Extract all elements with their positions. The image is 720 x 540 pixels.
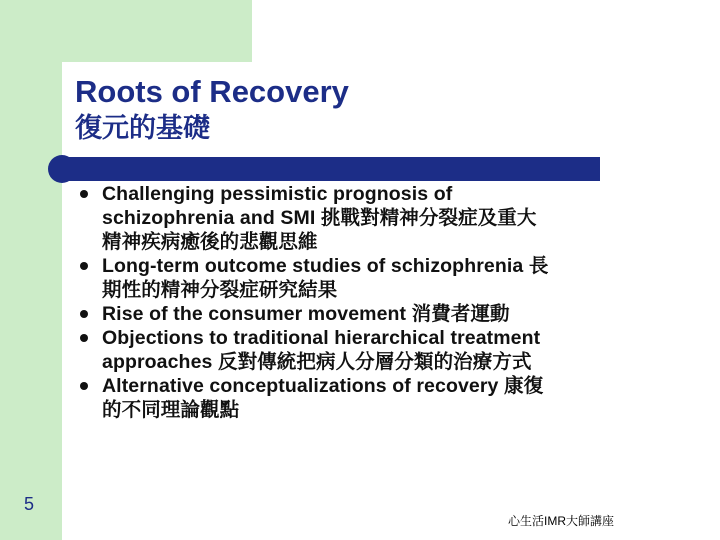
bullet-item <box>80 374 660 422</box>
title-rule-bar <box>60 157 600 181</box>
slide-number: 5 <box>24 494 35 514</box>
bullet-line: 精神疾病癒後的悲觀思維 <box>102 231 318 253</box>
bullet-list <box>80 182 660 422</box>
slide-title <box>75 74 349 145</box>
title-english: Roots of Recovery <box>75 74 349 109</box>
title-chinese: 復元的基礎 <box>75 113 210 143</box>
decorative-top-band <box>0 0 252 62</box>
bullet-line: Long-term outcome studies of schizophrenia 長 <box>102 255 549 277</box>
bullet-dot-icon <box>80 334 88 342</box>
bullet-item <box>80 326 660 374</box>
bullet-dot-icon <box>80 190 88 198</box>
bullet-dot-icon <box>80 310 88 318</box>
decorative-side-band <box>0 0 62 540</box>
bullet-line: 期性的精神分裂症研究結果 <box>102 279 338 301</box>
bullet-line: Alternative conceptualizations of recovery 康復 <box>102 375 544 397</box>
bullet-item <box>80 302 660 326</box>
bullet-item <box>80 182 660 254</box>
bullet-line: Objections to traditional hierarchical treatment <box>102 327 541 349</box>
bullet-line: 的不同理論觀點 <box>102 399 240 421</box>
bullet-line: Rise of the consumer movement 消費者運動 <box>102 303 510 325</box>
bullet-line: approaches 反對傳統把病人分層分類的治療方式 <box>102 351 532 373</box>
bullet-line: Challenging pessimistic prognosis of <box>102 183 453 205</box>
bullet-item <box>80 254 660 302</box>
bullet-dot-icon <box>80 262 88 270</box>
footer-text: 心生活IMR大師講座 <box>508 514 614 528</box>
bullet-dot-icon <box>80 382 88 390</box>
bullet-line: schizophrenia and SMI 挑戰對精神分裂症及重大 <box>102 207 537 229</box>
